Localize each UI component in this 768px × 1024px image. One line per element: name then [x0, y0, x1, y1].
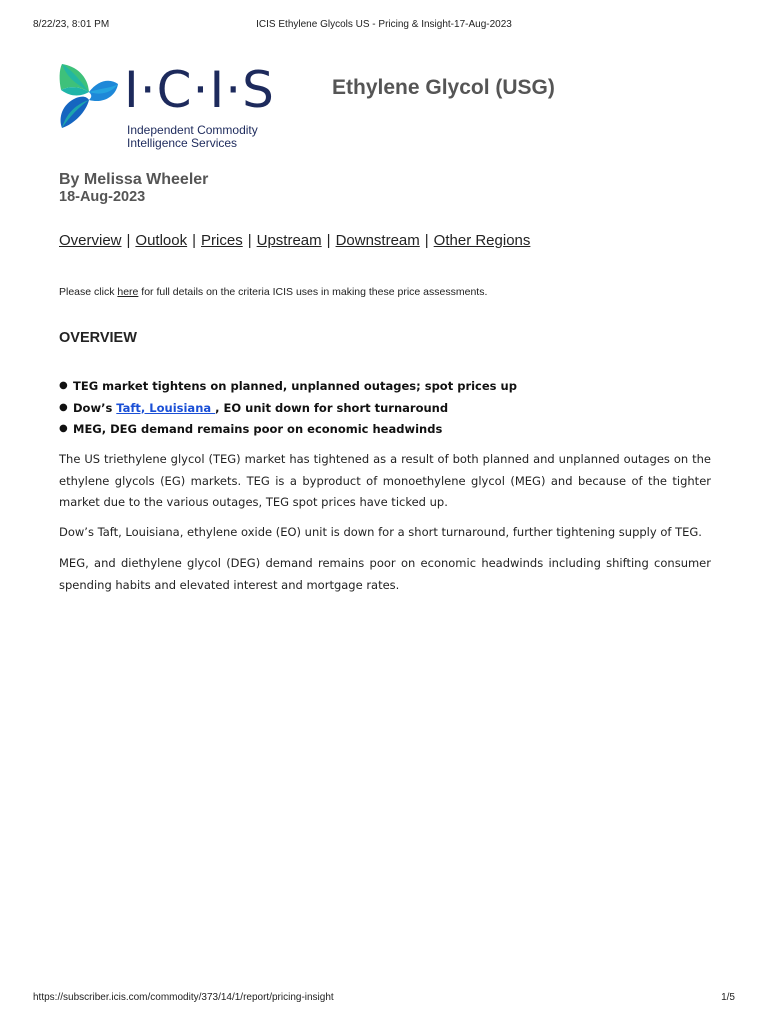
nav-prices-link[interactable]: Prices [201, 232, 243, 249]
list-item [59, 398, 517, 420]
nav-downstream-link[interactable]: Downstream [335, 232, 420, 249]
nav-separator: | [192, 232, 197, 249]
nav-separator: | [326, 232, 331, 249]
print-datetime: 8/22/23, 8:01 PM [33, 19, 110, 30]
icis-wordmark: I·C·I·S [124, 61, 275, 119]
bullet-text-suffix: , EO unit down for short turnaround [215, 400, 449, 415]
print-footer [33, 992, 735, 1006]
bullet-text: TEG market tightens on planned, unplanned outages; spot prices up [73, 379, 517, 393]
overview-paragraph-3: MEG, and diethylene glycol (DEG) demand remains poor on economic headwinds including shifting consumer spending habits and elevated interest and mortgage rates. [59, 556, 711, 592]
list-item [59, 419, 517, 441]
criteria-here-link[interactable]: here [117, 286, 139, 298]
report-date: 18-Aug-2023 [59, 189, 146, 205]
nav-outlook-link[interactable]: Outlook [135, 232, 188, 249]
report-title: Ethylene Glycol (USG) [332, 76, 555, 99]
bullet-dot-icon: ● [59, 423, 68, 434]
print-header [33, 19, 735, 33]
tagline-line-1: Independent Commodity [127, 123, 258, 137]
overview-paragraph-2: Dow’s Taft, Louisiana, ethylene oxide (EO) unit is down for a short turnaround, further tightening supply of TEG. [59, 525, 702, 539]
nav-upstream-link[interactable]: Upstream [256, 232, 322, 249]
section-nav [59, 232, 530, 249]
criteria-text-before: Please click [59, 286, 118, 298]
taft-louisiana-link[interactable]: Taft, Louisiana [116, 400, 216, 415]
criteria-note [59, 286, 487, 298]
nav-separator: | [247, 232, 252, 249]
list-item [59, 376, 517, 398]
bullet-dot-icon: ● [59, 401, 68, 413]
bullet-text: MEG, DEG demand remains poor on economic headwinds [73, 422, 443, 436]
nav-other-regions-link[interactable]: Other Regions [433, 232, 531, 249]
criteria-text-after: for full details on the criteria ICIS uses in making these price assessments. [138, 286, 488, 298]
nav-separator: | [424, 232, 429, 249]
overview-bullet-list [59, 376, 517, 441]
print-page-title: ICIS Ethylene Glycols US - Pricing & Insight-17-Aug-2023 [256, 19, 512, 30]
print-page-number: 1/5 [721, 992, 735, 1003]
bullet-text-prefix: Dow’s [73, 400, 117, 415]
bullet-dot-icon: ● [59, 380, 68, 391]
nav-overview-link[interactable]: Overview [59, 232, 122, 249]
icis-pinwheel-logo-icon [58, 62, 120, 130]
overview-paragraph-1: The US triethylene glycol (TEG) market has tightened as a result of both planned and unplanned outages on the ethylene glycols (EG) markets. TEG is a byproduct of monoethylene glycol (MEG) and because of the tighter market due to the various outages, TEG spot prices have ticked up. [59, 452, 711, 509]
nav-separator: | [126, 232, 131, 249]
report-author: By Melissa Wheeler [59, 171, 209, 188]
tagline-line-2: Intelligence Services [127, 136, 238, 150]
icis-tagline [127, 124, 277, 150]
print-url: https://subscriber.icis.com/commodity/373/14/1/report/pricing-insight [33, 992, 334, 1003]
overview-heading: OVERVIEW [59, 330, 137, 346]
icis-logo [58, 62, 273, 152]
